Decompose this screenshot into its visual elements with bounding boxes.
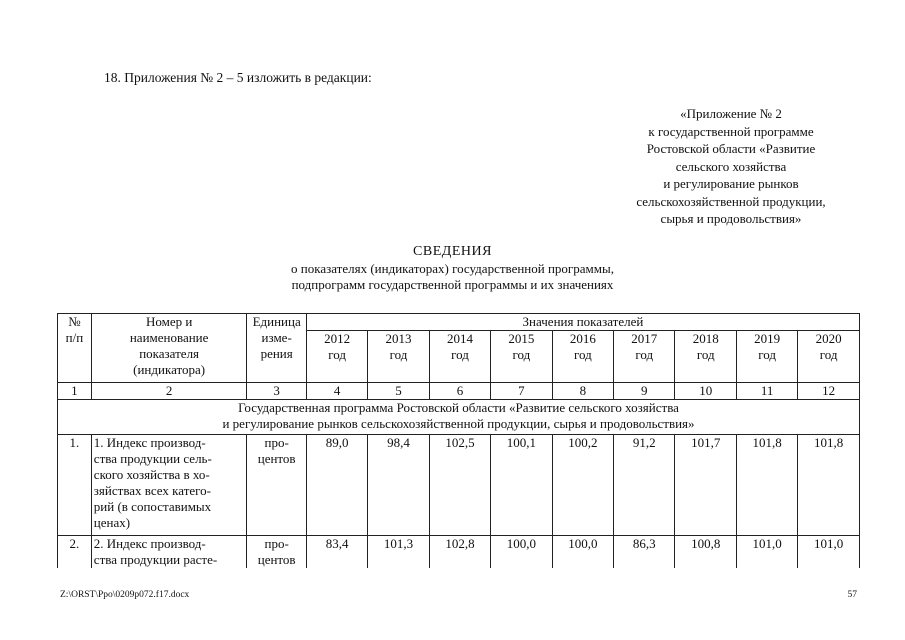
value-cell: 100,8 <box>675 536 736 569</box>
column-number: 1 <box>58 383 92 400</box>
value-cell: 101,0 <box>736 536 797 569</box>
appendix-line: сельскохозяйственной продукции, <box>636 193 826 209</box>
value-cell: 89,0 <box>306 435 367 536</box>
value-cell: 101,3 <box>368 536 429 569</box>
header-year: 2015 год <box>491 331 552 383</box>
column-number-row <box>58 383 860 400</box>
header-unit: Единица изме- рения <box>247 314 306 383</box>
column-number: 5 <box>368 383 429 400</box>
appendix-line: сельского хозяйства <box>675 158 787 174</box>
indicator-name: 1. Индекс производ- ства продукции сель- ского хозяйства в хо- зяйствах всех катего- рий (в сопоставимых ценах) <box>91 435 247 536</box>
table-row <box>58 435 860 536</box>
column-number: 12 <box>798 383 860 400</box>
value-cell: 86,3 <box>614 536 675 569</box>
column-number: 11 <box>736 383 797 400</box>
header-num: № п/п <box>58 314 92 383</box>
value-cell: 98,4 <box>368 435 429 536</box>
title-heading: СВЕДЕНИЯ <box>413 244 492 259</box>
appendix-line: Ростовской области «Развитие <box>646 141 816 156</box>
column-number: 10 <box>675 383 736 400</box>
appendix-line: «Приложение № 2 <box>680 106 782 121</box>
footer-file-path: Z:\ORST\Ppo\0209p072.f17.docx <box>60 590 190 600</box>
unit-cell: про- центов <box>247 536 306 569</box>
header-year: 2018 год <box>675 331 736 383</box>
header-year: 2016 год <box>552 331 613 383</box>
header-year: 2019 год <box>736 331 797 383</box>
value-cell: 100,0 <box>491 536 552 569</box>
row-number: 2. <box>58 536 92 569</box>
header-year: 2012 год <box>306 331 367 383</box>
header-year: 2013 год <box>368 331 429 383</box>
column-number: 4 <box>306 383 367 400</box>
intro-paragraph: 18. Приложения № 2 – 5 изложить в редакции: <box>104 70 372 85</box>
value-cell: 100,1 <box>491 435 552 536</box>
appendix-note <box>601 105 861 228</box>
value-cell: 101,8 <box>798 435 860 536</box>
indicators-table <box>57 313 860 568</box>
value-cell: 100,2 <box>552 435 613 536</box>
indicator-name: 2. Индекс производ- ства продукции расте- <box>91 536 247 569</box>
value-cell: 101,0 <box>798 536 860 569</box>
program-title-row <box>58 400 860 435</box>
column-number: 6 <box>429 383 490 400</box>
column-number: 8 <box>552 383 613 400</box>
value-cell: 83,4 <box>306 536 367 569</box>
header-values-title: Значения показателей <box>306 314 859 331</box>
value-cell: 101,7 <box>675 435 736 536</box>
program-title: Государственная программа Ростовской области «Развитие сельского хозяйства и регулирование рынков сельскохозяйственной продукции, сырья и продовольствия» <box>58 400 860 435</box>
column-number: 2 <box>91 383 247 400</box>
header-year: 2014 год <box>429 331 490 383</box>
header-year: 2020 год <box>798 331 860 383</box>
column-number: 9 <box>614 383 675 400</box>
value-cell: 101,8 <box>736 435 797 536</box>
appendix-line: и регулирование рынков <box>663 176 799 191</box>
appendix-line: сырья и продовольствия» <box>660 211 802 226</box>
value-cell: 102,5 <box>429 435 490 536</box>
appendix-line: к государственной программе <box>648 123 814 139</box>
value-cell: 91,2 <box>614 435 675 536</box>
page-number: 57 <box>847 590 857 600</box>
title-line: о показателях (индикаторах) государственной программы, <box>291 260 614 276</box>
title-line: подпрограмм государственной программы и их значениях <box>291 277 614 292</box>
value-cell: 102,8 <box>429 536 490 569</box>
table-row <box>58 536 860 569</box>
row-number: 1. <box>58 435 92 536</box>
column-number: 7 <box>491 383 552 400</box>
document-title <box>0 244 905 294</box>
value-cell: 100,0 <box>552 536 613 569</box>
column-number: 3 <box>247 383 306 400</box>
header-indicator-name: Номер и наименование показателя (индикатора) <box>91 314 247 383</box>
unit-cell: про- центов <box>247 435 306 536</box>
header-year: 2017 год <box>614 331 675 383</box>
